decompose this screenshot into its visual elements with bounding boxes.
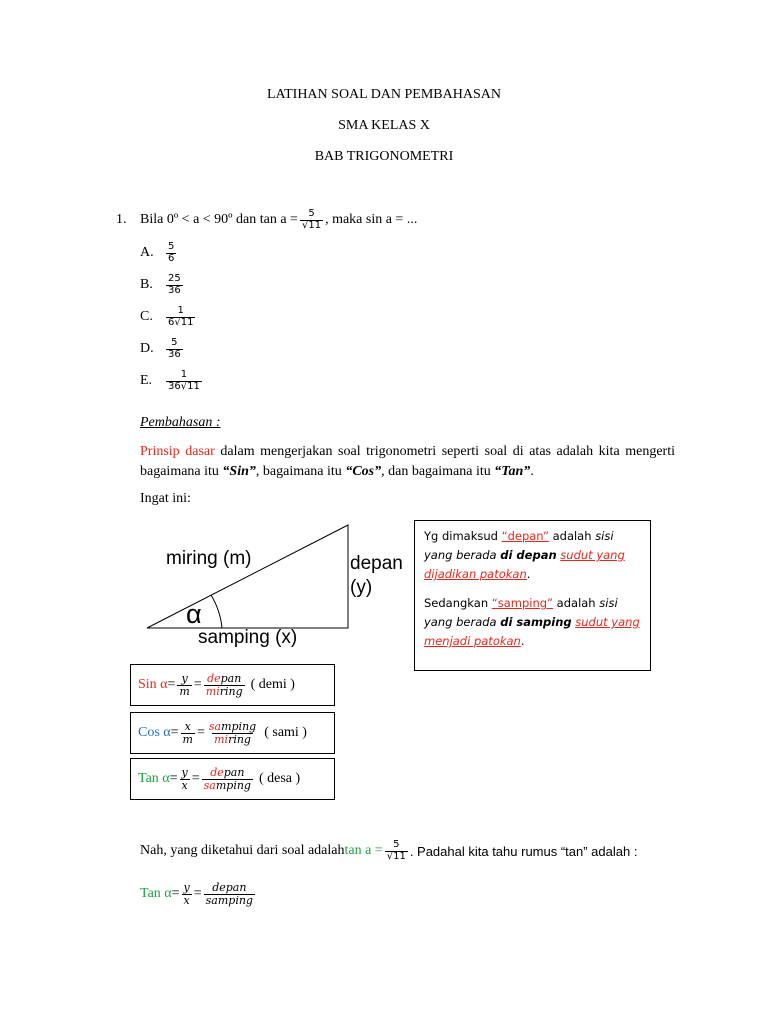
cos-label: Cos α xyxy=(138,725,171,740)
angle-arc xyxy=(211,595,222,628)
prinsip-dasar-text: Prinsip dasar xyxy=(140,444,215,459)
final-tan-formula: Tan α = $\frac{y}{x}$ = $\frac{\text{depan}}{\text{samping}}$ xyxy=(140,881,253,907)
tan-formula-box: Tan α = $\frac{y}{x}$ = $\frac{\text{depan}}{\text{samping}}$ ( desa ) xyxy=(130,758,335,800)
option-b: B. $\frac{25}{36}$ xyxy=(140,273,181,296)
question-suffix: , maka sin a = ... xyxy=(325,212,418,227)
title-line-2: SMA KELAS X xyxy=(338,118,430,133)
sin-formula-box: Sin α = $\frac{y}{m}$ = $\frac{\text{depan}}{\text{miring}}$ ( demi ) xyxy=(130,664,335,706)
question-prefix: Bila 0º < a < 90º dan tan a = xyxy=(140,212,298,227)
option-e: E. $\frac{1}{36√11}$ xyxy=(140,369,200,392)
cos-mnemonic: ( sami ) xyxy=(264,725,307,740)
cos-formula-box: Cos α = $\frac{x}{m}$ = $\frac{\text{samping}}{\text{miring}}$ ( sami ) xyxy=(130,712,335,754)
final-ratio-words: $\frac{\text{depan}}{\text{samping}}$ xyxy=(205,881,253,907)
question-fraction: $\frac{5}{√11}$ xyxy=(301,208,322,231)
tan-ratio-yx: $\frac{y}{x}$ xyxy=(181,765,188,792)
solution-heading: Pembahasan : xyxy=(140,415,221,430)
sin-ratio-words: $\frac{\text{depan}}{\text{miring}}$ xyxy=(205,671,243,698)
sin-ratio-yx: $\frac{y}{m}$ xyxy=(179,671,190,698)
triangle-shape xyxy=(147,525,348,628)
tan-label: Tan α xyxy=(138,771,170,786)
final-ratio-yx: $\frac{y}{x}$ xyxy=(183,881,190,907)
option-d: D. $\frac{5}{36}$ xyxy=(140,337,181,360)
option-c-fraction: $\frac{1}{6√11}$ xyxy=(168,305,194,328)
ingat-text: Ingat ini: xyxy=(140,491,191,506)
option-c: C. $\frac{1}{6√11}$ xyxy=(140,305,194,328)
note-samping: Sedangkan “samping” adalah sisi yang berada di samping sudut yang menjadi patokan. xyxy=(424,596,640,648)
tan-ratio-words: $\frac{\text{depan}}{\text{samping}}$ xyxy=(203,765,251,792)
option-a: A. $\frac{5}{6}$ xyxy=(140,241,175,264)
hypotenuse-label: miring (m) xyxy=(166,548,252,569)
option-b-fraction: $\frac{25}{36}$ xyxy=(168,273,181,296)
opposite-label: depan (y) xyxy=(350,553,403,598)
cos-ratio-xm: $\frac{x}{m}$ xyxy=(182,719,193,746)
given-sentence: Nah, yang diketahui dari soal adalah tan a = $\frac{5}{√11}$ . Padahal kita tahu rumus “tan” adalah : xyxy=(140,839,638,862)
cos-ratio-words: $\frac{\text{samping}}{\text{miring}}$ xyxy=(208,719,257,746)
title-line-1: LATIHAN SOAL DAN PEMBAHASAN xyxy=(267,87,501,102)
sin-mnemonic: ( demi ) xyxy=(250,677,295,692)
tan-mnemonic: ( desa ) xyxy=(258,771,301,786)
cos-emphasis: “Cos” xyxy=(345,464,382,479)
option-d-fraction: $\frac{5}{36}$ xyxy=(168,337,181,360)
final-tan-label: Tan α xyxy=(140,886,172,902)
question-number: 1. xyxy=(116,212,127,227)
sin-label: Sin α xyxy=(138,677,168,692)
question-1 xyxy=(116,209,417,231)
definition-note-box xyxy=(414,520,651,671)
option-e-fraction: $\frac{1}{36√11}$ xyxy=(168,369,200,392)
given-tan-label: tan a = xyxy=(344,843,383,858)
given-tan-fraction: $\frac{5}{√11}$ xyxy=(386,839,406,862)
option-a-fraction: $\frac{5}{6}$ xyxy=(168,241,175,264)
adjacent-label: samping (x) xyxy=(198,627,298,648)
sin-emphasis: “Sin” xyxy=(222,464,256,479)
solution-paragraph: Prinsip dasar dalam mengerjakan soal trigonometri seperti soal di atas adalah kita mengerti bagaimana itu “Sin”, bagaimana itu “Cos”, dan bagaimana itu “Tan”. xyxy=(140,444,675,479)
title-line-3: BAB TRIGONOMETRI xyxy=(314,149,454,164)
alpha-label: α xyxy=(186,599,202,629)
note-depan: Yg dimaksud “depan” adalah sisi yang berada di depan sudut yang dijadikan patokan. xyxy=(424,529,625,581)
tan-emphasis: “Tan” xyxy=(494,464,531,479)
